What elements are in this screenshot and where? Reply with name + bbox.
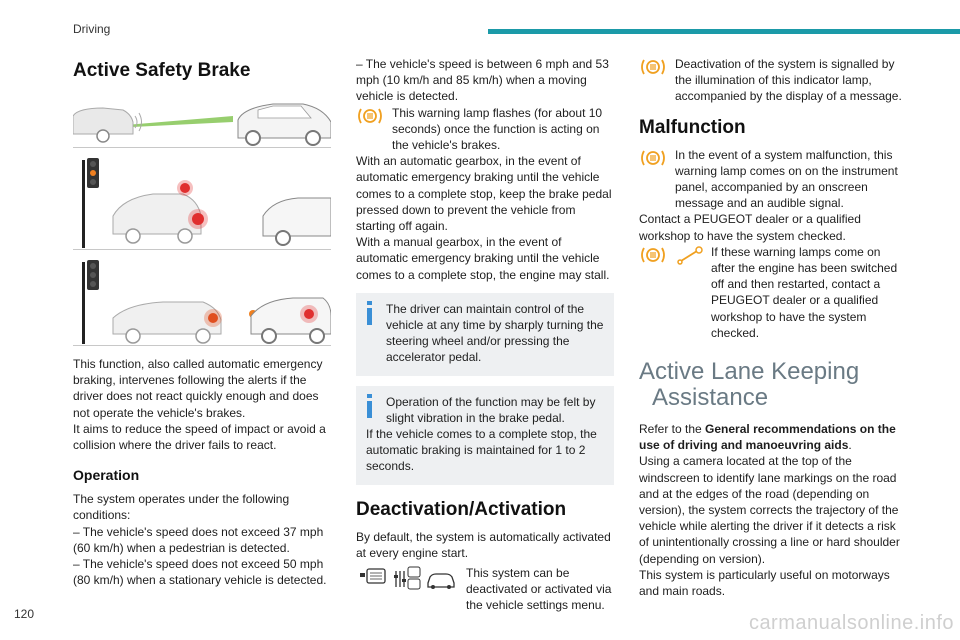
column-3	[639, 56, 907, 599]
contact-dealer-text: Contact a PEUGEOT dealer or a qualified workshop to have the system checked.	[639, 212, 861, 243]
intro-paragraph-1: This function, also called automatic emergency braking, intervenes following the alerts if the driver does not react quickly enough and does not operate the vehicle's brakes.	[73, 357, 323, 420]
brake-warning-icon	[639, 147, 667, 169]
lamps-text: If these warning lamps come on after the engine has been switched off and then restarted, contact a PEUGEOT dealer or a qualified workshop to have the system checked.	[711, 244, 898, 340]
info-box-vibration	[356, 386, 614, 485]
refer-link-text: General recommendations on the use of driving and manoeuvring aids	[639, 422, 896, 453]
manual-gearbox-text: With a manual gearbox, in the event of automatic emergency braking until the vehicle comes to a complete stop, the engine may stall.	[356, 235, 610, 282]
page-number: 120	[14, 607, 35, 621]
column-2	[356, 56, 614, 614]
page-title: Active Safety Brake	[73, 60, 251, 81]
info-box-control	[356, 293, 614, 376]
operation-heading: Operation	[73, 467, 140, 484]
illustration-braking-warning	[73, 154, 331, 250]
intro-paragraph-2: It aims to reduce the speed of impact or avoid a collision where the driver fails to react.	[73, 421, 326, 453]
lane-description: Using a camera located at the top of the windscreen to identify lane markings on the road and at the edges of the road (depending on version), the system corrects the trajectory of the vehicle while alerting the driver if it detects a risk of unintentionally crossing a line or hard shoulder (depending on version).	[639, 454, 900, 566]
lamp-flash-text: This warning lamp flashes (for about 10 seconds) once the function is acting on the vehicle's brakes.	[392, 105, 603, 153]
operation-line-3: – The vehicle's speed does not exceed 50 mph (80 km/h) when a stationary vehicle is detected.	[73, 557, 327, 588]
info-icon	[365, 394, 374, 418]
section-title: Driving	[73, 22, 111, 36]
deactivation-text: By default, the system is automatically activated at every engine start.	[356, 529, 611, 560]
operation-line-2: – The vehicle's speed does not exceed 37 mph (60 km/h) when a pedestrian is detected.	[73, 524, 324, 555]
malfunction-text: In the event of a system malfunction, this warning lamp comes on on the instrument panel, accompanied by an onscreen message and an audible signal.	[675, 147, 898, 211]
info-control-text: The driver can maintain control of the vehicle at any time by sharply turning the steering wheel and/or pressing the accelerator pedal.	[386, 301, 604, 365]
deactivation-signal-row	[639, 56, 907, 105]
illustration-following-car	[73, 98, 331, 148]
lane-heading-line-1: Active Lane Keeping	[639, 358, 860, 386]
deactivation-signal-text: Deactivation of the system is signalled by the illumination of this indicator lamp, accompanied by the display of a message.	[675, 57, 902, 104]
refer-prefix: Refer to the	[639, 422, 706, 437]
header-accent-bar	[488, 29, 960, 34]
auto-gearbox-text: With an automatic gearbox, in the event of automatic emergency braking until the vehicle comes to a complete stop, keep the brake pedal pressed down to prevent the vehicle from starting off again.	[356, 154, 612, 234]
brake-warning-icon	[356, 105, 384, 127]
lamps-row	[639, 244, 907, 341]
brake-indicator-icon	[639, 56, 667, 78]
refer-paragraph	[639, 421, 907, 453]
lamp-flash-row	[356, 105, 614, 154]
settings-icons	[356, 565, 462, 591]
illustration-emergency-braking	[73, 256, 331, 346]
malfunction-row	[639, 147, 907, 212]
settings-text: This system can be deactivated or activated via the vehicle settings menu.	[466, 566, 612, 613]
refer-suffix: .	[848, 438, 852, 453]
speed-condition: – The vehicle's speed is between 6 mph and 53 mph (10 km/h and 85 km/h) when a moving vehicle is detected.	[356, 57, 609, 104]
info-stop-text: If the vehicle comes to a complete stop, the automatic braking is maintained for 1 to 2 seconds.	[366, 427, 597, 474]
info-icon	[365, 301, 374, 325]
lane-keeping-heading	[639, 359, 907, 411]
lane-heading-line-2: Assistance	[652, 384, 769, 412]
column-1	[73, 56, 331, 588]
settings-row	[356, 565, 614, 614]
watermark: carmanualsonline.info	[748, 612, 954, 634]
malfunction-heading: Malfunction	[639, 116, 746, 138]
lane-usage: This system is particularly useful on motorways and main roads.	[639, 567, 890, 599]
warning-lamps-icons	[639, 244, 707, 266]
operation-line-1: The system operates under the following conditions:	[73, 492, 290, 523]
info-vibration-text: Operation of the function may be felt by slight vibration in the brake pedal.	[386, 394, 596, 425]
deactivation-heading: Deactivation/Activation	[356, 498, 567, 520]
